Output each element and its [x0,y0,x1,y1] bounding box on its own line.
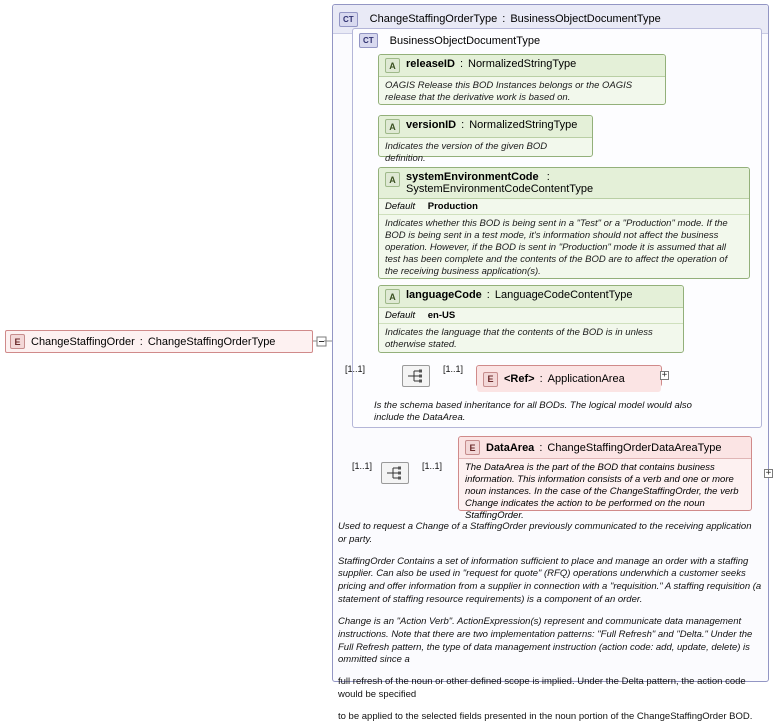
attribute-version-id-name: versionID [406,119,457,131]
occurrence-application-area-right: [1..1] [443,364,464,374]
root-element-separator: : [139,335,143,348]
root-element-type: ChangeStaffingOrderType [147,335,276,348]
bottom-documentation [338,521,762,724]
default-label: Default [385,201,416,212]
sequence-icon [386,466,404,480]
attribute-language-code-doc: Indicates the language that the contents of the BOD is in unless otherwise stated. [385,327,653,350]
sequence-compositor-inner[interactable] [402,365,430,387]
element-data-area-separator: : [539,441,543,454]
element-data-area-header [459,437,751,459]
element-data-area[interactable] [458,436,752,521]
attribute-system-environment-code[interactable] [378,167,750,279]
expand-data-area-icon[interactable]: + [765,468,772,478]
attribute-release-id-name: releaseID [406,58,455,70]
attribute-version-id-separator: : [461,119,465,131]
occurrence-application-area-left: [1..1] [345,364,366,374]
attribute-version-id-doc: Indicates the version of the given BOD definition. [385,141,548,164]
element-data-area-name: DataArea [486,441,535,454]
bottom-note-3: Change is an "Action Verb". ActionExpression(s) represent and communicate data management instructions. Note that there are two implementation patterns: "Full Refresh" and "Delta." Under the Full Refresh pattern, the type of data management instruction (action code: add, update, delete) is ommitted since a [338,615,753,666]
expand-application-area-icon[interactable]: + [661,370,668,380]
inner-complextype-badge-icon: CT [359,33,378,48]
sequence-icon [407,369,425,383]
bottom-note-2: StaffingOrder Contains a set of information sufficient to place and manage an order with a staffing supplier. Can also be used in "request for quote" (RFQ) operations underwhich a customer seeks pricing and offer information from a supplier in connection with a "requisition." A staffing requisition (a statement of staffing resource requirements) is a component of an order. [338,555,762,606]
attribute-version-id-type: NormalizedStringType [469,119,578,131]
sequence-compositor-outer[interactable] [381,462,409,484]
attribute-release-id-separator: : [459,58,463,70]
element-application-area-type: ApplicationArea [547,373,625,385]
attribute-release-id-doc: OAGIS Release this BOD Instances belongs or the OAGIS release that the derivative work is based on. [385,80,633,103]
attribute-language-code-default [379,308,683,324]
default-value: en-US [427,310,456,321]
element-badge-icon: E [483,372,498,387]
attribute-system-environment-code-doc: Indicates whether this BOD is being sent in a "Test" or a "Production" mode. If the BOD is being sent in a test mode, it's information should not affect the business operation. However, if the BOD is sent in "Production" mode it is assumed that all test has been complete and the contents of the BOD are to affect the operation of the receiving business application(s). [385,218,728,277]
element-badge-icon: E [465,440,480,455]
attribute-system-environment-code-type: SystemEnvironmentCodeContentType [406,183,594,195]
attribute-release-id[interactable] [378,54,666,105]
attribute-language-code-header [379,286,683,308]
attribute-release-id-header [379,55,665,77]
attribute-system-environment-code-default [379,199,749,215]
element-data-area-doc: The DataArea is the part of the BOD that contains business information. This information consists of a verb and one or more noun instances. In the case of the ChangeStaffingOrder, the verb Change indicates the action to be performed on the noun StaffingOrder. [465,462,739,521]
complextype-base: BusinessObjectDocumentType [510,13,661,25]
bottom-note-1: Used to request a Change of a StaffingOrder previously communicated to the receiving application or party. [338,521,752,545]
default-value: Production [427,201,478,212]
inner-complextype-name: BusinessObjectDocumentType [389,34,541,47]
attribute-badge-icon: A [385,172,400,187]
attribute-language-code-name: languageCode [406,289,482,301]
attribute-badge-icon: A [385,289,400,304]
attribute-system-environment-code-name: systemEnvironmentCode [406,171,539,183]
complextype-separator: : [502,13,506,25]
element-application-area-header [477,366,661,392]
occurrence-data-area-left: [1..1] [352,461,373,471]
attribute-language-code-separator: : [486,289,490,301]
attribute-version-id-header [379,116,592,138]
element-application-area[interactable] [476,365,662,387]
attribute-badge-icon: A [385,58,400,73]
root-element-name: ChangeStaffingOrder [31,335,135,348]
inner-complextype-header [353,29,761,52]
complextype-badge-icon: CT [339,12,358,27]
element-application-area-separator: : [539,373,543,385]
inheritance-note: Is the schema based inheritance for all BODs. The logical model would also include the DataArea. [374,400,692,424]
attribute-release-id-type: NormalizedStringType [468,58,577,70]
attribute-version-id[interactable] [378,115,593,164]
bottom-note-5: to be applied to the selected fields presented in the noun portion of the ChangeStaffingOrder BOD. [338,710,753,722]
complextype-name: ChangeStaffingOrderType [369,13,498,25]
attribute-language-code-type: LanguageCodeContentType [494,289,633,301]
occurrence-data-area-right: [1..1] [422,461,443,471]
default-label: Default [385,310,416,321]
attribute-language-code[interactable] [378,285,684,353]
root-element-change-staffing-order[interactable] [5,330,313,353]
attribute-system-environment-code-separator: : [546,171,550,183]
bottom-note-4: full refresh of the noun or other defined scope is implied. Under the Delta pattern, the action code would be specified [338,676,746,700]
element-application-area-ref: <Ref> [504,373,535,385]
attribute-system-environment-code-header [379,168,749,199]
element-data-area-type: ChangeStaffingOrderDataAreaType [547,441,722,454]
element-badge-icon: E [10,334,25,349]
attribute-badge-icon: A [385,119,400,134]
